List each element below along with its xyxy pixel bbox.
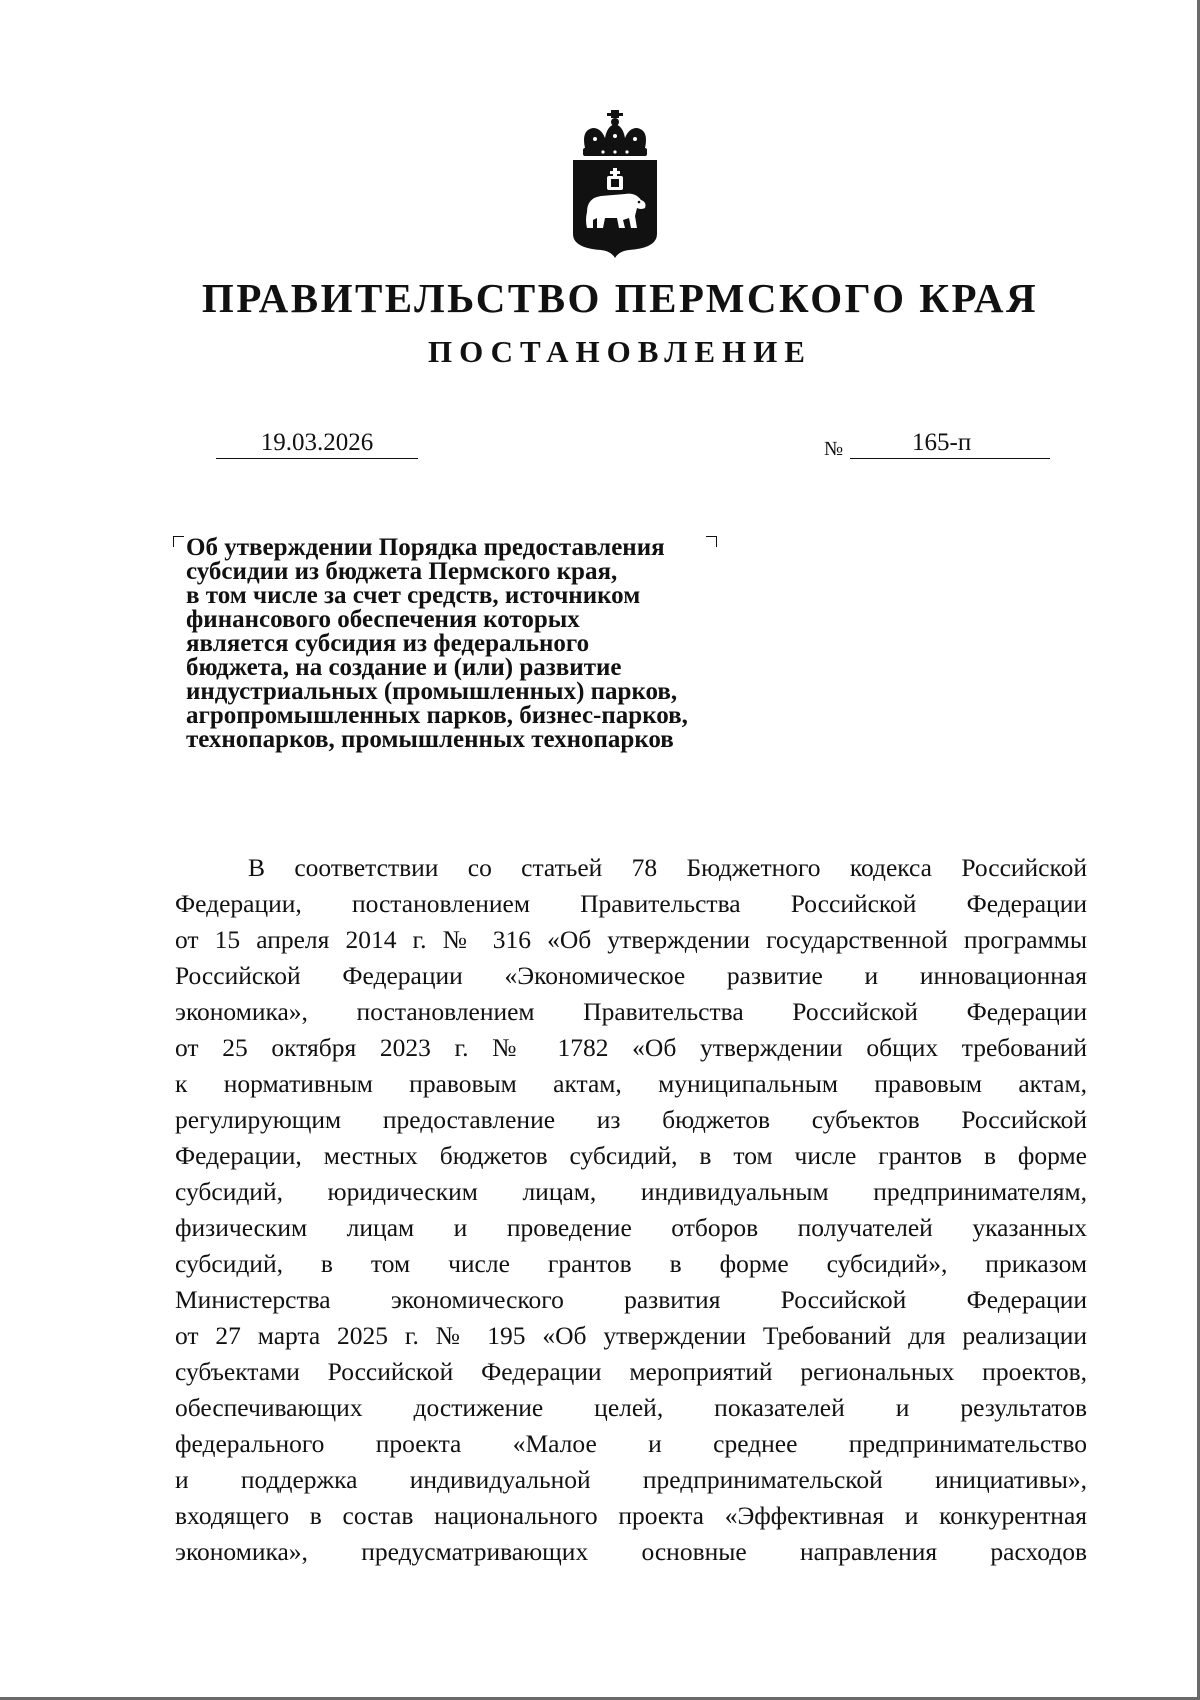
- document-subject: [186, 536, 786, 752]
- subject-corner-mark: [173, 536, 184, 547]
- body-line: физическим лицам и проведение отборов получателей указанных: [175, 1213, 1087, 1242]
- body-line: входящего в состав национального проекта «Эффективная и конкурентная: [175, 1501, 1087, 1530]
- body-line: Российской Федерации «Экономическое развитие и инновационная: [175, 961, 1087, 990]
- body-line: обеспечивающих достижение целей, показателей и результатов: [175, 1393, 1087, 1422]
- subject-line: бюджета, на создание и (или) развитие: [186, 654, 622, 681]
- body-line: к нормативным правовым актам, муниципальным правовым актам,: [175, 1069, 1087, 1098]
- subject-line: в том числе за счет средств, источником: [186, 582, 641, 609]
- body-line: экономика», предусматривающих основные направления расходов: [175, 1537, 1087, 1566]
- document-date: 19.03.2026: [216, 428, 418, 459]
- document-number-field: [850, 428, 1050, 459]
- body-line: регулирующим предоставление из бюджетов субъектов Российской: [175, 1105, 1087, 1134]
- body-line: субсидий, юридическим лицам, индивидуальным предпринимателям,: [175, 1177, 1087, 1206]
- coat-of-arms-icon: [567, 108, 663, 260]
- body-line: федерального проекта «Малое и среднее предпринимательство: [175, 1429, 1087, 1458]
- subject-line: Об утверждении Порядка предоставления: [186, 534, 665, 561]
- body-line: от 25 октября 2023 г. № 1782 «Об утверждении общих требований: [175, 1033, 1087, 1062]
- subject-line: является субсидия из федерального: [186, 630, 590, 657]
- subject-line: агропромышленных парков, бизнес-парков,: [186, 702, 688, 729]
- body-line: от 15 апреля 2014 г. № 316 «Об утверждении государственной программы: [175, 925, 1087, 954]
- subject-line: финансового обеспечения которых: [186, 606, 580, 633]
- document-body: [175, 850, 1087, 1570]
- body-line: субъектами Российской Федерации мероприятий региональных проектов,: [175, 1357, 1087, 1386]
- body-line: Федерации, местных бюджетов субсидий, в том числе грантов в форме: [175, 1141, 1087, 1170]
- body-line: Министерства экономического развития Российской Федерации: [175, 1285, 1087, 1314]
- subject-line: индустриальных (промышленных) парков,: [186, 678, 678, 705]
- body-line: от 27 марта 2025 г. № 195 «Об утверждении Требований для реализации: [175, 1321, 1087, 1350]
- body-line: субсидий, в том числе грантов в форме субсидий», приказом: [175, 1249, 1087, 1278]
- document-number: 165-п: [912, 429, 972, 456]
- number-sign: №: [824, 438, 844, 460]
- organization-title: ПРАВИТЕЛЬСТВО ПЕРМСКОГО КРАЯ: [201, 275, 1039, 321]
- document-type: ПОСТАНОВЛЕНИЕ: [428, 334, 812, 369]
- body-line: Федерации, постановлением Правительства Российской Федерации: [175, 889, 1087, 918]
- body-line: экономика», постановлением Правительства Российской Федерации: [175, 997, 1087, 1026]
- body-line: В соответствии со статьей 78 Бюджетного кодекса Российской: [248, 853, 1087, 882]
- body-line: и поддержка индивидуальной предпринимательской инициативы»,: [175, 1465, 1087, 1494]
- subject-line: технопарков, промышленных технопарков: [186, 726, 674, 753]
- subject-line: субсидии из бюджета Пермского края,: [186, 558, 618, 585]
